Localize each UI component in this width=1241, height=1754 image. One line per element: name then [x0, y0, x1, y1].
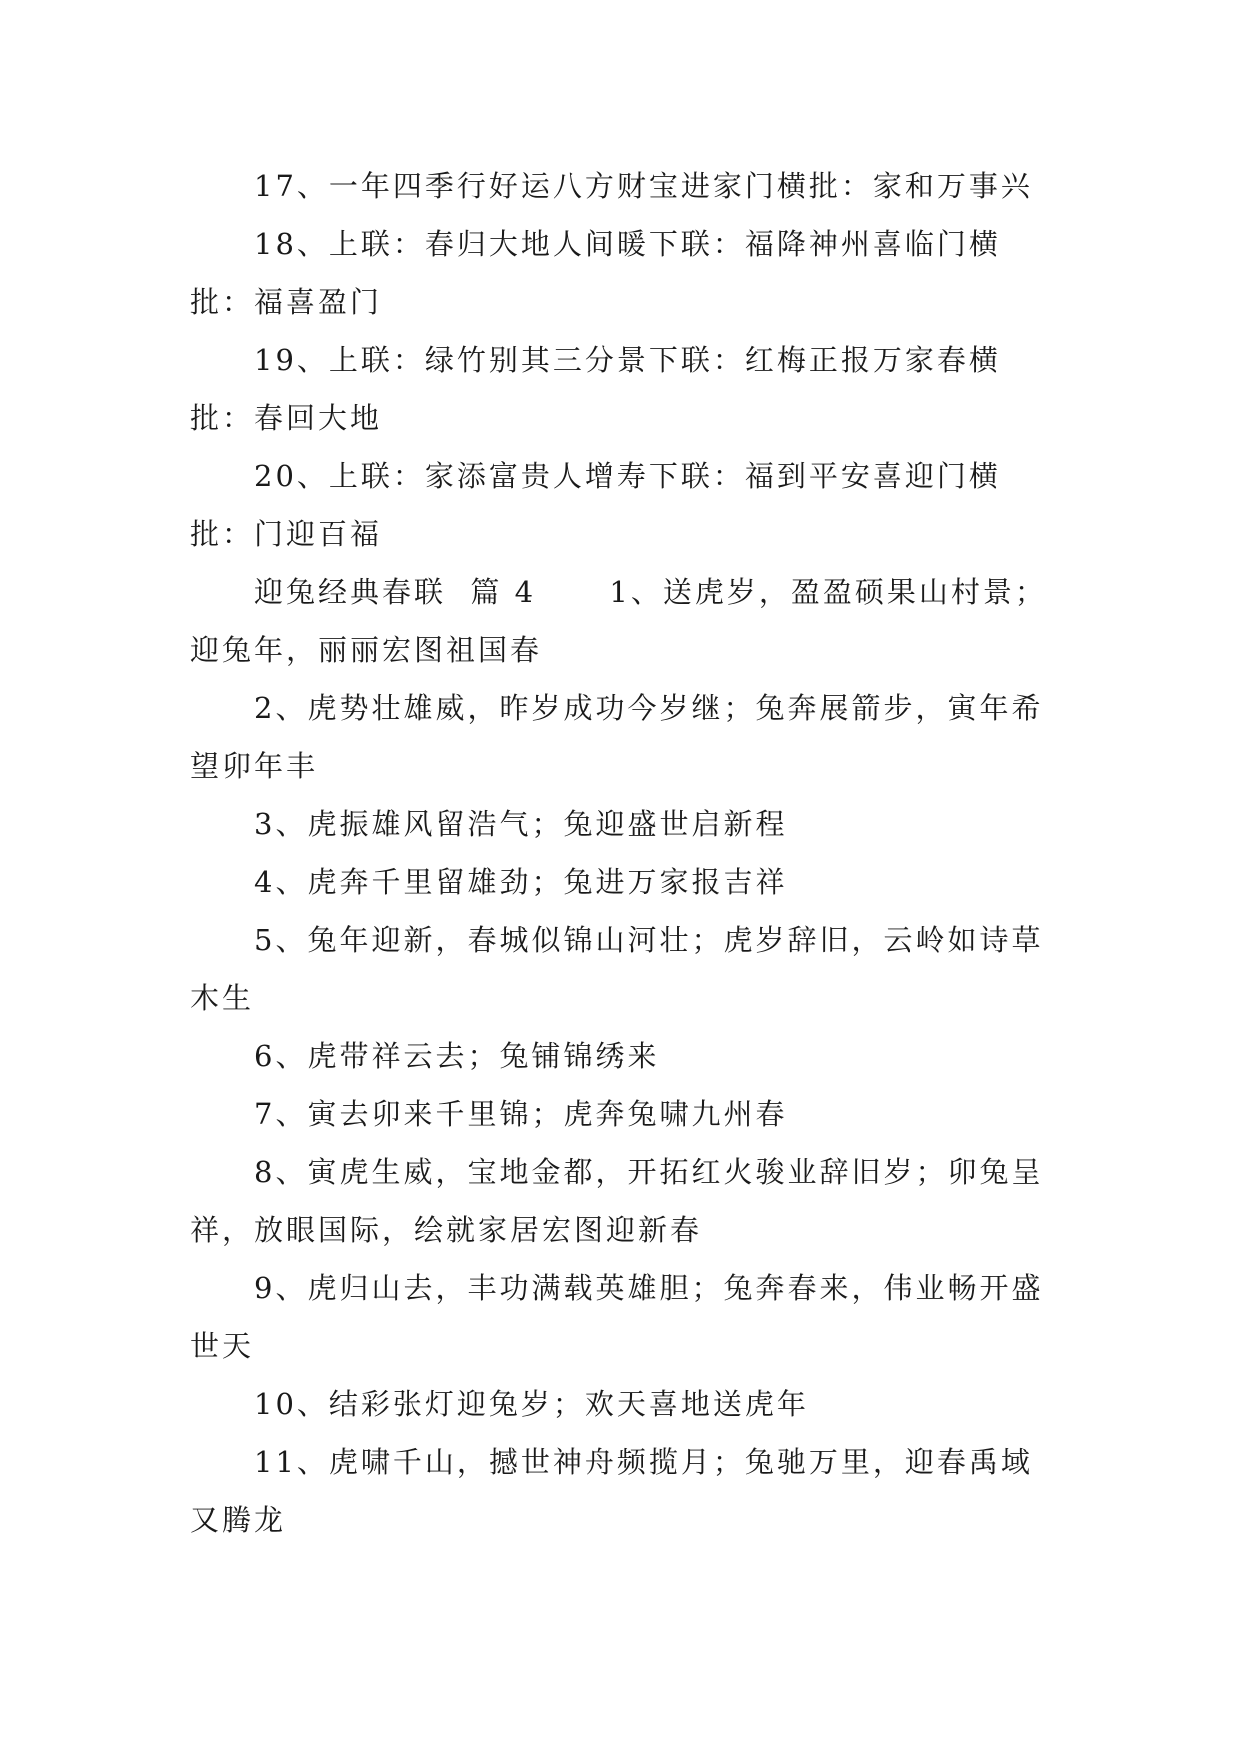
paragraph-section-4-heading: 迎兔经典春联 篇 4 1、送虎岁，盈盈硕果山村景；迎兔年，丽丽宏图祖国春: [190, 575, 1047, 667]
paragraph-couplet-10: 10、结彩张灯迎兔岁；欢天喜地送虎年: [254, 1387, 809, 1421]
paragraph-couplet-19: 19、上联：绿竹别其三分景下联：红梅正报万家春横批：春回大地: [190, 343, 1001, 435]
paragraph-couplet-2: 2、虎势壮雄威，昨岁成功今岁继；兔奔展箭步，寅年希望卯年丰: [190, 691, 1044, 783]
paragraph-couplet-4: 4、虎奔千里留雄劲；兔进万家报吉祥: [254, 865, 788, 899]
paragraph-couplet-7: 7、寅去卯来千里锦；虎奔兔啸九州春: [254, 1097, 788, 1131]
paragraph-couplet-9: 9、虎归山去，丰功满载英雄胆；兔奔春来，伟业畅开盛世天: [190, 1271, 1044, 1363]
document-body: [190, 157, 1052, 1549]
paragraph-couplet-3: 3、虎振雄风留浩气；兔迎盛世启新程: [254, 807, 788, 841]
paragraph-couplet-18: 18、上联：春归大地人间暖下联：福降神州喜临门横批：福喜盈门: [190, 227, 1001, 319]
paragraph-couplet-11: 11、虎啸千山，撼世神舟频揽月；兔驰万里，迎春禹域又腾龙: [190, 1445, 1033, 1537]
paragraph-couplet-8: 8、寅虎生威，宝地金都，开拓红火骏业辞旧岁；卯兔呈祥，放眼国际，绘就家居宏图迎新春: [190, 1155, 1044, 1247]
paragraph-couplet-17: 17、一年四季行好运八方财宝进家门横批：家和万事兴: [254, 169, 1033, 203]
paragraph-couplet-20: 20、上联：家添富贵人增寿下联：福到平安喜迎门横批：门迎百福: [190, 459, 1001, 551]
paragraph-couplet-5: 5、兔年迎新，春城似锦山河壮；虎岁辞旧，云岭如诗草木生: [190, 923, 1044, 1015]
paragraph-couplet-6: 6、虎带祥云去；兔铺锦绣来: [254, 1039, 660, 1073]
